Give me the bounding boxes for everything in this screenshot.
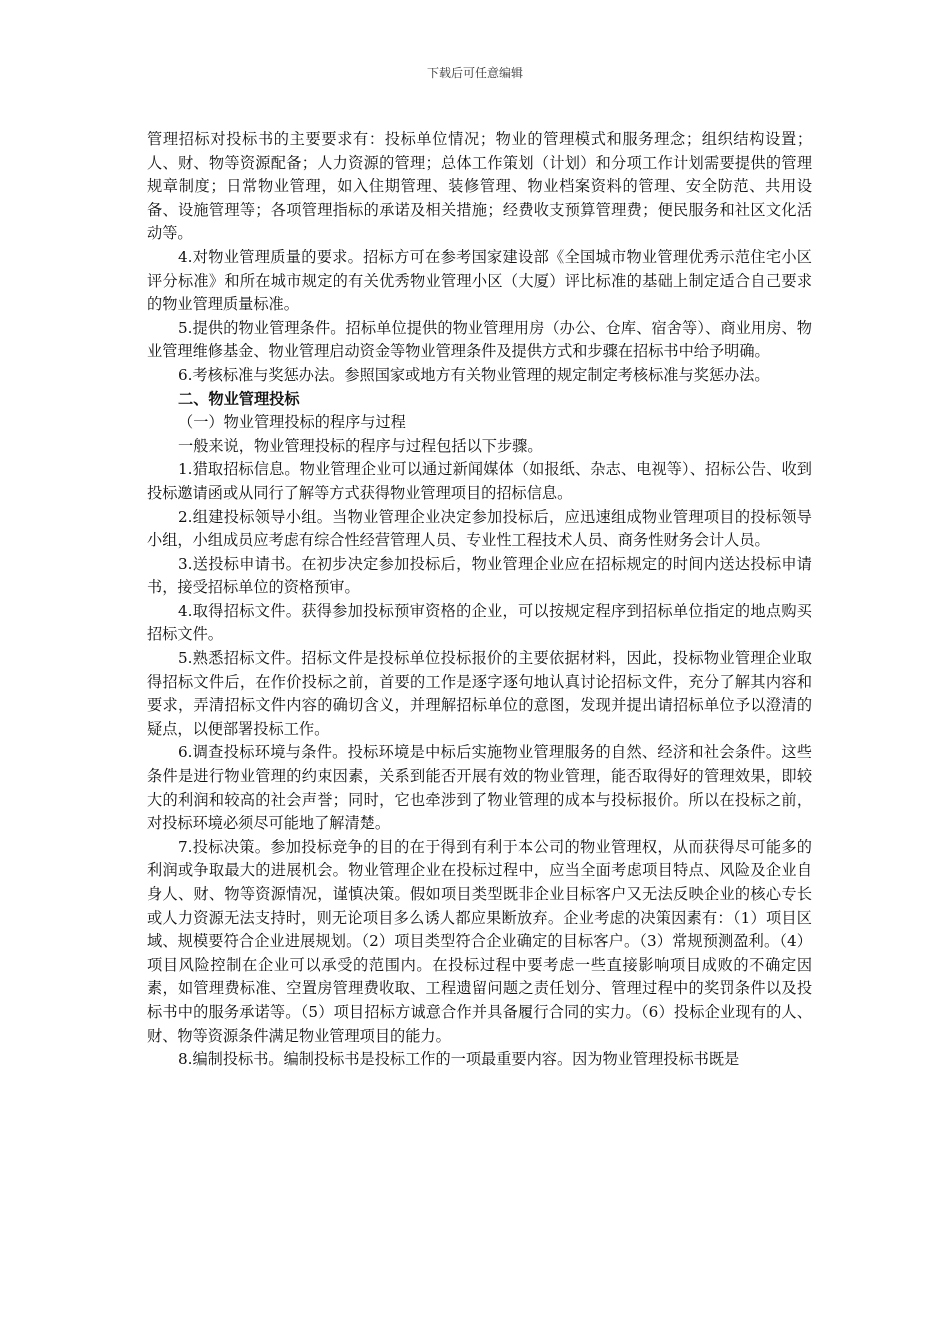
paragraph-management-conditions: 5.提供的物业管理条件。招标单位提供的物业管理用房（办公、仓库、宿舍等）、商业用房、物业管理维修基金、物业管理启动资金等物业管理条件及提供方式和步骤在招标书中给予明确。: [147, 318, 812, 361]
paragraph-step-2: 2.组建投标领导小组。当物业管理企业决定参加投标后，应迅速组成物业管理项目的投标领导小组，小组成员应考虑有综合性经营管理人员、专业性工程技术人员、商务性财务会计人员。: [147, 507, 812, 550]
section-heading: 二、物业管理投标: [178, 389, 300, 408]
paragraph-quality-requirements: 4.对物业管理质量的要求。招标方可在参考国家建设部《全国城市物业管理优秀示范住宅小区评分标准》和所在城市规定的有关优秀物业管理小区（大厦）评比标准的基础上制定适合自己要求的物业管理质量标准。: [147, 247, 812, 314]
paragraph-step-6: 6.调查投标环境与条件。投标环境是中标后实施物业管理服务的自然、经济和社会条件。这些条件是进行物业管理的约束因素，关系到能否开展有效的物业管理，能否取得好的管理效果，即较大的利润和较高的社会声誉；同时，它也牵涉到了物业管理的成本与投标报价。所以在投标之前，对投标环境必须尽可能地了解清楚。: [147, 743, 812, 833]
paragraph-assessment-standards: 6.考核标准与奖惩办法。参照国家或地方有关物业管理的规定制定考核标准与奖惩办法。: [178, 365, 770, 384]
paragraph-step-4: 4.取得招标文件。获得参加投标预审资格的企业，可以按规定程序到招标单位指定的地点购买招标文件。: [147, 601, 812, 644]
paragraph-intro: 一般来说，物业管理投标的程序与过程包括以下步骤。: [178, 436, 543, 455]
paragraph-step-8: 8.编制投标书。编制投标书是投标工作的一项最重要内容。因为物业管理投标书既是: [178, 1050, 740, 1069]
document-body: [147, 128, 812, 1072]
subsection-heading: （一）物业管理投标的程序与过程: [178, 413, 406, 432]
paragraph-step-7: 7.投标决策。参加投标竞争的目的在于得到有利于本公司的物业管理权，从而获得尽可能多的利润或争取最大的进展机会。物业管理企业在投标过程中，应当全面考虑项目特点、风险及企业自身人、财、物等资源情况，谨慎决策。假如项目类型既非企业目标客户又无法反映企业的核心专长或人力资源无法支持时，则无论项目多么诱人都应果断放弃。企业考虑的决策因素有：（1）项目区域、规模要符合企业进展规划。（2）项目类型符合企业确定的目标客户。（3）常规预测盈利。（4）项目风险控制在企业可以承受的范围内。在投标过程中要考虑一些直接影响项目成败的不确定因素，如管理费标准、空置房管理费收取、工程遗留问题之责任划分、管理过程中的奖罚条件以及投标书中的服务承诺等。（5）项目招标方诚意合作并具备履行合同的实力。（6）投标企业现有的人、财、物等资源条件满足物业管理项目的能力。: [147, 837, 812, 1045]
paragraph-requirements: 管理招标对投标书的主要要求有：投标单位情况；物业的管理模式和服务理念；组织结构设置；人、财、物等资源配备；人力资源的管理；总体工作策划（计划）和分项工作计划需要提供的管理规章制度；日常物业管理，如入住期管理、装修管理、物业档案资料的管理、安全防范、共用设备、设施管理等；各项管理指标的承诺及相关措施；经费收支预算管理费；便民服务和社区文化活动等。: [147, 130, 812, 243]
paragraph-step-1: 1.猎取招标信息。物业管理企业可以通过新闻媒体（如报纸、杂志、电视等）、招标公告、收到投标邀请函或从同行了解等方式获得物业管理项目的招标信息。: [147, 460, 812, 502]
page-header-note: 下载后可任意编辑: [426, 66, 523, 80]
paragraph-step-5: 5.熟悉招标文件。招标文件是投标单位投标报价的主要依据材料，因此，投标物业管理企业取得招标文件后，在作价投标之前，首要的工作是逐字逐句地认真讨论招标文件，充分了解其内容和要求，弄清招标文件内容的确切含义，并理解招标单位的意图，发现并提出请招标单位予以澄清的疑点，以便部署投标工作。: [147, 649, 812, 738]
paragraph-step-3: 3.送投标申请书。在初步决定参加投标后，物业管理企业应在招标规定的时间内送达投标申请书，接受招标单位的资格预审。: [147, 554, 812, 597]
